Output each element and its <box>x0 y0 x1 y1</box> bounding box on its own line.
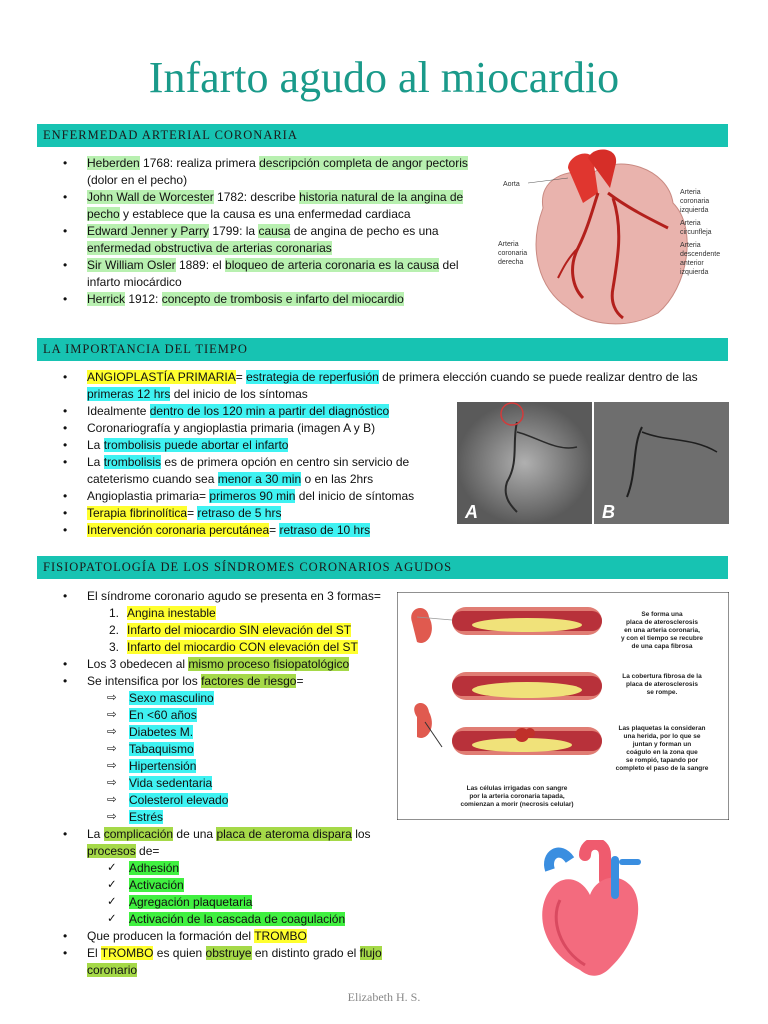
list-item: 1. Angina inestable <box>109 606 216 620</box>
list-item: 3. Infarto del miocardio CON elevación del ST <box>109 640 358 654</box>
svg-text:se rompe.: se rompe. <box>646 689 678 696</box>
process-item: ✓ Activación de la cascada de coagulación <box>107 912 346 926</box>
list-item: • Sir William Osler 1889: el bloqueo de arteria coronaria es la causa del infarto miocárdico <box>63 258 459 289</box>
list-item: • Terapia fibrinolítica= retraso de 5 hrs <box>63 506 282 520</box>
svg-text:circunfleja: circunfleja <box>680 229 712 236</box>
svg-text:placa de aterosclerosis: placa de aterosclerosis <box>626 681 698 688</box>
list-item: • ANGIOPLASTÍA PRIMARIA= estrategia de reperfusión de primera elección cuando se puede realizar dentro de las primeras 12 hrs del inicio de los síntomas <box>63 370 698 401</box>
list-item: • Coronariografía y angioplastia primaria (imagen A y B) <box>63 421 376 435</box>
svg-text:y con el tiempo se recubre: y con el tiempo se recubre <box>620 635 704 642</box>
risk-item: ⇨ Tabaquismo <box>107 742 194 756</box>
list-item: • Se intensifica por los factores de riesgo= <box>63 674 304 688</box>
page-title: Infarto agudo al miocardio <box>148 53 620 102</box>
svg-text:Se forma una: Se forma una <box>641 611 683 618</box>
section1-list <box>63 155 472 308</box>
svg-text:completo el paso de la sangre: completo el paso de la sangre <box>615 765 709 772</box>
list-item: • El síndrome coronario agudo se presenta en 3 formas= <box>63 589 381 603</box>
process-item: ✓ Adhesión <box>107 861 180 875</box>
svg-text:Arteria: Arteria <box>498 241 519 248</box>
angio-label-a: A <box>465 502 478 522</box>
svg-text:anterior: anterior <box>680 260 704 267</box>
section-heading-fisiopatologia: FISIOPATOLOGÍA DE LOS SÍNDROMES CORONARIOS AGUDOS <box>37 556 728 579</box>
list-item: • Edward Jenner y Parry 1799: la causa de angina de pecho es una enfermedad obstructiva de arterias coronarias <box>63 224 439 255</box>
section-heading-tiempo: LA IMPORTANCIA DEL TIEMPO <box>37 338 728 361</box>
heart-label-aorta: Aorta <box>503 181 520 188</box>
risk-item: ⇨ Estrés <box>107 810 164 824</box>
svg-text:descendente: descendente <box>680 251 721 258</box>
svg-text:izquierda: izquierda <box>680 207 709 214</box>
footer-author: Elizabeth H. S. <box>347 990 421 1004</box>
list-item: • Herrick 1912: concepto de trombosis e infarto del miocardio <box>63 292 404 306</box>
process-item: ✓ Agregación plaquetaria <box>107 895 253 909</box>
svg-text:por la arteria coronaria tapad: por la arteria coronaria tapada, <box>469 793 565 800</box>
section2-list-top <box>63 369 707 403</box>
section3-list <box>63 588 387 979</box>
angiography-images <box>457 402 729 524</box>
risk-item: ⇨ En <60 años <box>107 708 197 722</box>
risk-item: ⇨ Diabetes M. <box>107 725 194 739</box>
svg-text:Arteria: Arteria <box>680 242 701 249</box>
svg-text:coágulo en la zona que: coágulo en la zona que <box>626 749 698 756</box>
svg-text:Arteria: Arteria <box>680 189 701 196</box>
svg-text:de una capa fibrosa: de una capa fibrosa <box>631 643 693 650</box>
list-item: • El TROMBO es quien obstruye en distinto grado el flujo coronario <box>63 946 382 977</box>
list-item: • Idealmente dentro de los 120 min a partir del diagnóstico <box>63 404 390 418</box>
list-item: 2. Infarto del miocardio SIN elevación del ST <box>109 623 352 637</box>
svg-text:Las células irrigadas con sang: Las células irrigadas con sangre <box>466 785 568 792</box>
svg-text:Arteria: Arteria <box>680 220 701 227</box>
svg-text:coronaria: coronaria <box>680 198 710 205</box>
svg-text:juntan y forman un: juntan y forman un <box>632 741 692 748</box>
list-item: • Angioplastia primaria= primeros 90 min del inicio de síntomas <box>63 489 415 503</box>
list-item: • Heberden 1768: realiza primera descripción completa de angor pectoris (dolor en el pecho) <box>63 156 468 187</box>
svg-text:placa de aterosclerosis: placa de aterosclerosis <box>626 619 698 626</box>
svg-text:izquierda: izquierda <box>680 269 709 276</box>
risk-item: ⇨ Hipertensión <box>107 759 197 773</box>
list-item: • John Wall de Worcester 1782: describe historia natural de la angina de pecho y establece que la causa es una enfermedad cardiaca <box>63 190 464 221</box>
svg-text:coronaria: coronaria <box>498 250 528 257</box>
section-heading-enfermedad: ENFERMEDAD ARTERIAL CORONARIA <box>37 124 728 147</box>
list-item: • La trombolisis puede abortar el infarto <box>63 438 289 452</box>
svg-text:Las plaquetas la consideran: Las plaquetas la consideran <box>618 725 706 732</box>
process-item: ✓ Activación <box>107 878 184 892</box>
risk-item: ⇨ Colesterol elevado <box>107 793 229 807</box>
svg-text:derecha: derecha <box>498 259 524 266</box>
risk-item: ⇨ Sexo masculino <box>107 691 214 705</box>
svg-text:una herida, por lo que se: una herida, por lo que se <box>623 733 701 740</box>
list-item: • Los 3 obedecen al mismo proceso fisiopatológico <box>63 657 350 671</box>
risk-item: ⇨ Vida sedentaria <box>107 776 213 790</box>
svg-text:se rompió, tapando por: se rompió, tapando por <box>625 757 699 764</box>
text-highlight: Heberden <box>87 156 140 170</box>
list-item: • La trombolisis es de primera opción en centro sin servicio de cateterismo cuando sea menor a 30 min o en las 2hrs <box>63 455 410 486</box>
svg-text:La cobertura fibrosa de la: La cobertura fibrosa de la <box>622 673 702 680</box>
heart-icon <box>530 840 650 980</box>
list-item: • Intervención coronaria percutánea= retraso de 10 hrs <box>63 523 371 537</box>
section2-list <box>63 403 427 539</box>
svg-text:en una arteria coronaria,: en una arteria coronaria, <box>624 627 700 634</box>
svg-text:comienzan a morir (necrosis ce: comienzan a morir (necrosis celular) <box>460 801 574 808</box>
list-item: • Que producen la formación del TROMBO <box>63 929 307 943</box>
atherosclerosis-diagram <box>397 592 729 820</box>
list-item: • La complicación de una placa de ateroma dispara los procesos de= <box>63 827 371 858</box>
angio-label-b: B <box>602 502 615 522</box>
coronary-heart-illustration <box>498 148 730 330</box>
